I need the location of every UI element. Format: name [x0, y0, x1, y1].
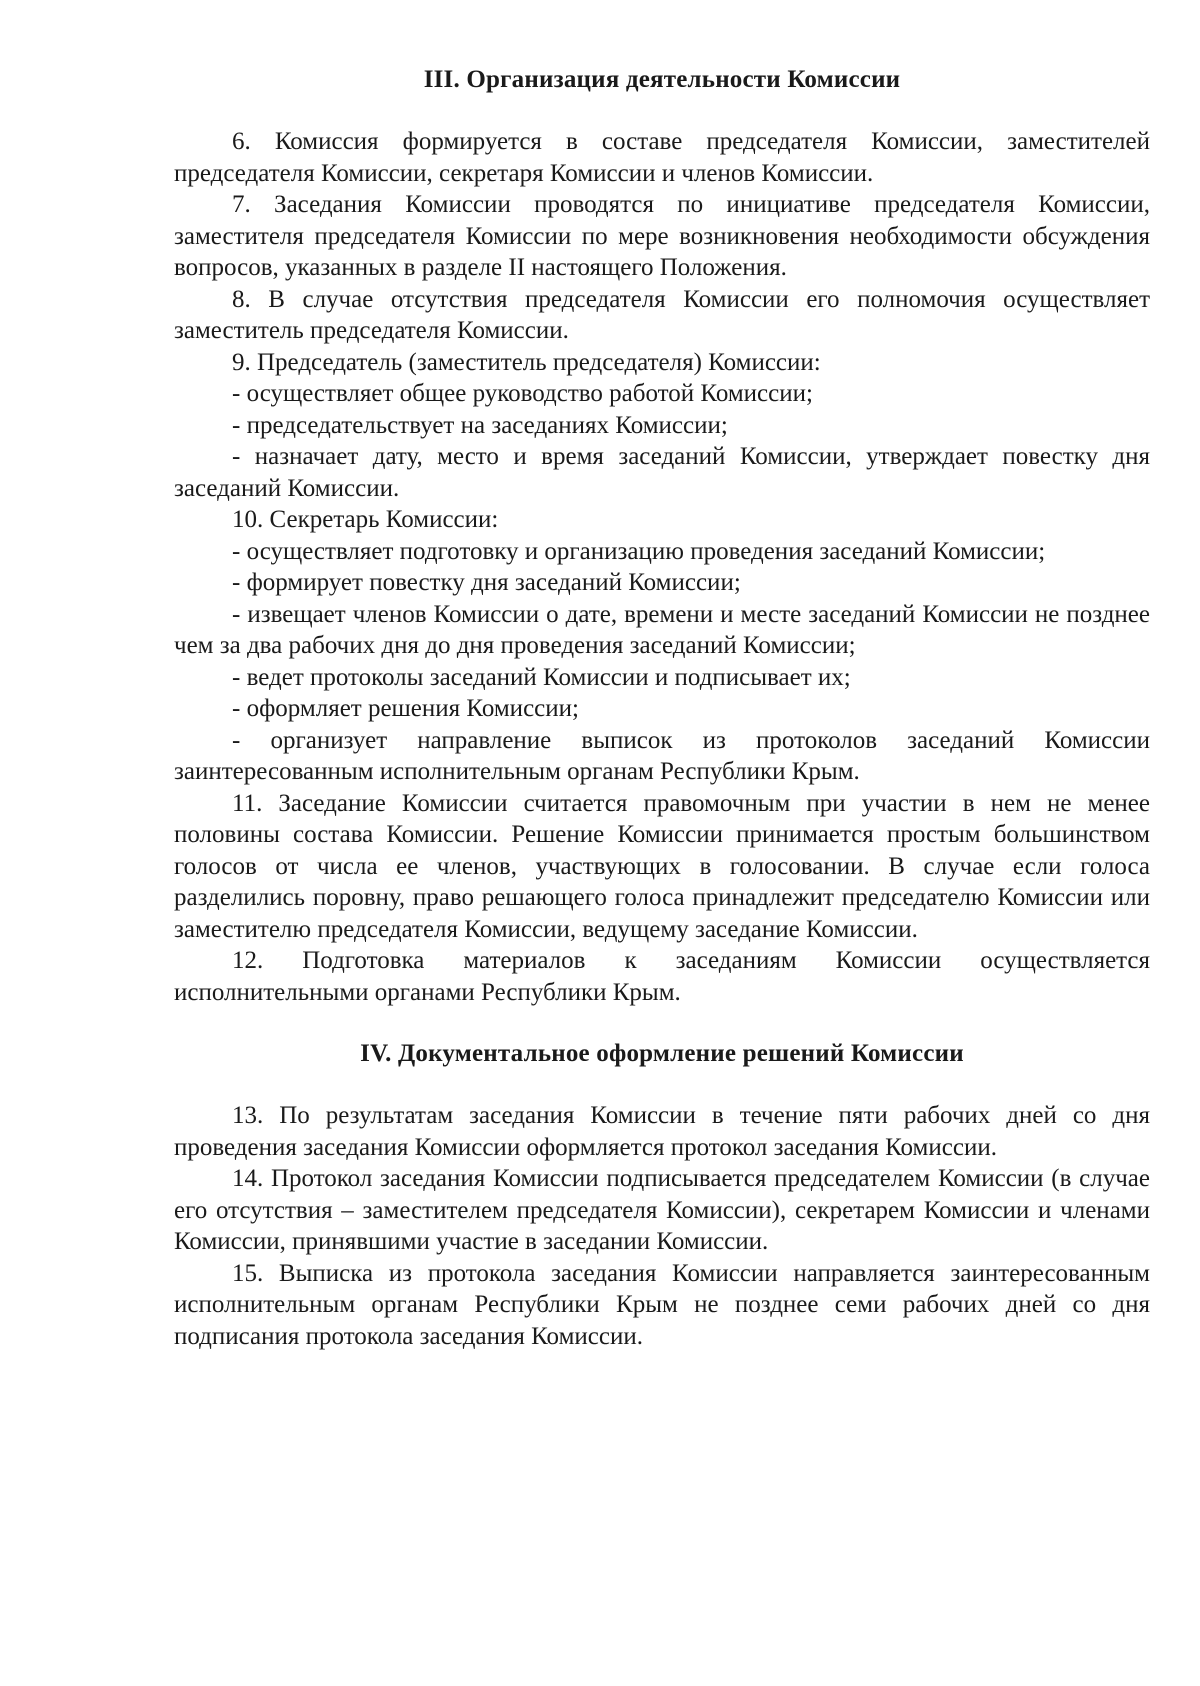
paragraph-10: 10. Секретарь Комиссии: — [232, 506, 499, 533]
section-3-title: III. Организация деятельности Комиссии — [423, 66, 901, 93]
paragraph-7: 7. Заседания Комиссии проводятся по инициативе председателя Комиссии, заместителя председателя Комиссии по мере возникновения необходимости обсуждения вопросов, указанных в разделе II настоящего Положения. — [174, 191, 1150, 281]
paragraph-9: 9. Председатель (заместитель председателя) Комиссии: — [232, 348, 821, 376]
paragraph-8: 8. В случае отсутствия председателя Комиссии его полномочия осуществляет заместитель председателя Комиссии. — [174, 285, 1150, 344]
paragraph-10-item-2: - формирует повестку дня заседаний Комиссии; — [232, 569, 741, 596]
paragraph-11: 11. Заседание Комиссии считается правомочным при участии в нем не менее половины состава Комиссии. Решение Комиссии принимается простым большинством голосов от числа ее членов, участвующих в голосовании. В случае если голоса разделились поровну, право решающего голоса принадлежит председателю Комиссии или заместителю председателя Комиссии, ведущему заседание Комиссии. — [174, 789, 1150, 943]
section-4-title: IV. Документальное оформление решений Комиссии — [360, 1040, 964, 1067]
paragraph-10-item-3: - извещает членов Комиссии о дате, времени и месте заседаний Комиссии не позднее чем за два рабочих дня до дня проведения заседаний Комиссии; — [174, 600, 1150, 659]
paragraph-9-item-2: - председательствует на заседаниях Комиссии; — [232, 411, 728, 439]
paragraph-14: 14. Протокол заседания Комиссии подписывается председателем Комиссии (в случае его отсутствия – заместителем председателя Комиссии), секретарем Комиссии и членами Комиссии, принявшими участие в заседании Комиссии. — [174, 1165, 1150, 1255]
paragraph-10-item-5: - оформляет решения Комиссии; — [232, 695, 579, 722]
paragraph-12: 12. Подготовка материалов к заседаниям Комиссии осуществляется исполнительными органами Республики Крым. — [174, 947, 1150, 1006]
paragraph-10-item-1: - осуществляет подготовку и организацию проведения заседаний Комиссии; — [232, 537, 1046, 565]
document-page — [174, 64, 1150, 1352]
paragraph-6: 6. Комиссия формируется в составе председателя Комиссии, заместителей председателя Комиссии, секретаря Комиссии и членов Комиссии. — [174, 128, 1150, 187]
paragraph-10-item-4: - ведет протоколы заседаний Комиссии и подписывает их; — [232, 663, 851, 691]
paragraph-10-item-6: - организует направление выписок из протоколов заседаний Комиссии заинтересованным исполнительным органам Республики Крым. — [174, 726, 1150, 785]
paragraph-15: 15. Выписка из протокола заседания Комиссии направляется заинтересованным исполнительным органам Республики Крым не позднее семи рабочих дней со дня подписания протокола заседания Комиссии. — [174, 1259, 1150, 1350]
paragraph-9-item-1: - осуществляет общее руководство работой Комиссии; — [232, 380, 813, 407]
paragraph-13: 13. По результатам заседания Комиссии в течение пяти рабочих дней со дня проведения заседания Комиссии оформляется протокол заседания Комиссии. — [174, 1102, 1150, 1161]
paragraph-9-item-3: - назначает дату, место и время заседаний Комиссии, утверждает повестку дня заседаний Комиссии. — [174, 443, 1150, 502]
